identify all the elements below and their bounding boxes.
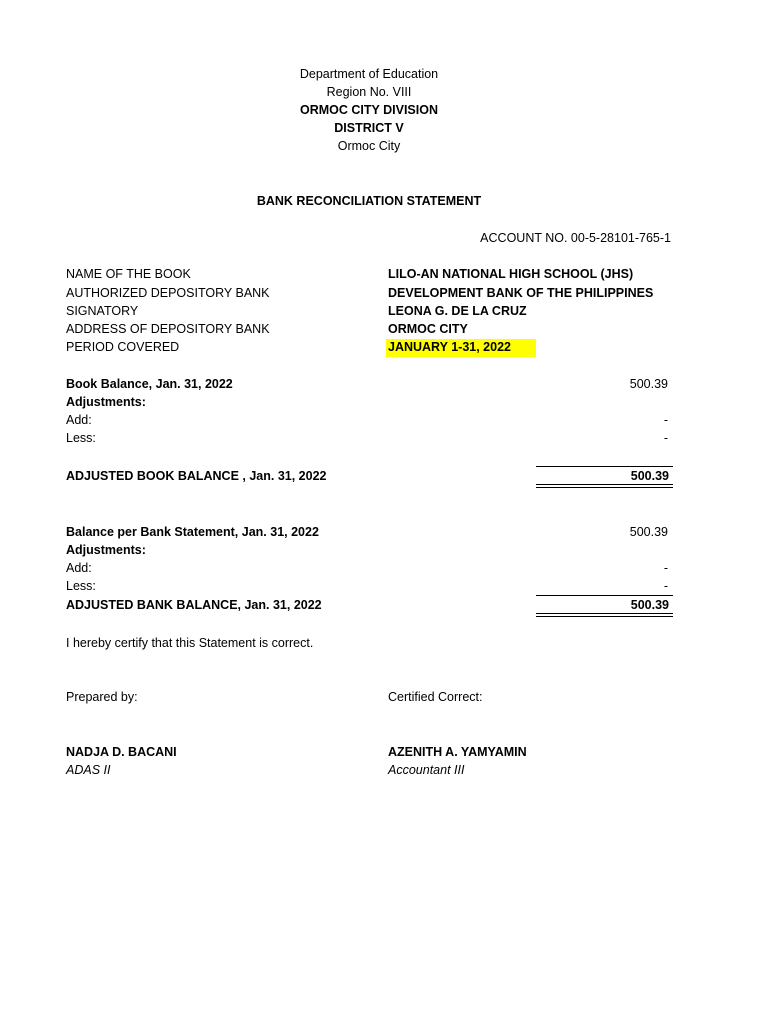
region: Region No. VIII: [326, 85, 412, 99]
info-value-period: JANUARY 1-31, 2022: [388, 340, 511, 354]
adjusted-bank-balance-value: 500.39: [630, 598, 669, 612]
info-value-bank: DEVELOPMENT BANK OF THE PHILIPPINES: [388, 286, 654, 300]
info-label-book: NAME OF THE BOOK: [66, 267, 191, 281]
bank-balance-label: Balance per Bank Statement, Jan. 31, 2022: [66, 525, 319, 539]
document-title: BANK RECONCILIATION STATEMENT: [256, 194, 482, 208]
bank-less-label: Less:: [66, 579, 96, 593]
info-value-signatory: LEONA G. DE LA CRUZ: [388, 304, 527, 318]
division: ORMOC CITY DIVISION: [300, 103, 438, 117]
dept-name: Department of Education: [299, 67, 439, 81]
prepared-by-label: Prepared by:: [66, 690, 138, 704]
certifier-position: Accountant III: [388, 763, 465, 777]
book-adjustments-label: Adjustments:: [66, 395, 146, 409]
bank-adjustments-label: Adjustments:: [66, 543, 146, 557]
certify-text: I hereby certify that this Statement is correct.: [66, 636, 314, 650]
adjusted-book-balance-value: 500.39: [630, 469, 669, 483]
district: DISTRICT V: [334, 121, 404, 135]
bank-add-value: -: [663, 561, 668, 575]
info-label-bank: AUTHORIZED DEPOSITORY BANK: [66, 286, 270, 300]
bank-add-label: Add:: [66, 561, 92, 575]
adjusted-bank-balance-label: ADJUSTED BANK BALANCE, Jan. 31, 2022: [66, 598, 322, 612]
book-less-value: -: [663, 431, 668, 445]
bank-balance-value: 500.39: [629, 525, 668, 539]
info-value-address: ORMOC CITY: [388, 322, 468, 336]
info-label-address: ADDRESS OF DEPOSITORY BANK: [66, 322, 270, 336]
book-add-label: Add:: [66, 413, 92, 427]
book-subtotal-rule: [536, 466, 673, 467]
bank-subtotal-rule: [536, 595, 673, 596]
preparer-name: NADJA D. BACANI: [66, 745, 177, 759]
book-less-label: Less:: [66, 431, 96, 445]
certifier-name: AZENITH A. YAMYAMIN: [388, 745, 527, 759]
account-number: ACCOUNT NO. 00-5-28101-765-1: [480, 231, 671, 245]
certified-correct-label: Certified Correct:: [388, 690, 483, 704]
preparer-position: ADAS II: [66, 763, 111, 777]
bank-less-value: -: [663, 579, 668, 593]
book-balance-label: Book Balance, Jan. 31, 2022: [66, 377, 233, 391]
book-add-value: -: [663, 413, 668, 427]
bank-total-double-rule: [536, 613, 673, 617]
book-balance-value: 500.39: [629, 377, 668, 391]
info-label-signatory: SIGNATORY: [66, 304, 139, 318]
info-label-period: PERIOD COVERED: [66, 340, 180, 354]
adjusted-book-balance-label: ADJUSTED BOOK BALANCE , Jan. 31, 2022: [66, 469, 327, 483]
info-value-book: LILO-AN NATIONAL HIGH SCHOOL (JHS): [388, 267, 634, 281]
book-total-double-rule: [536, 484, 673, 488]
city: Ormoc City: [337, 139, 401, 153]
